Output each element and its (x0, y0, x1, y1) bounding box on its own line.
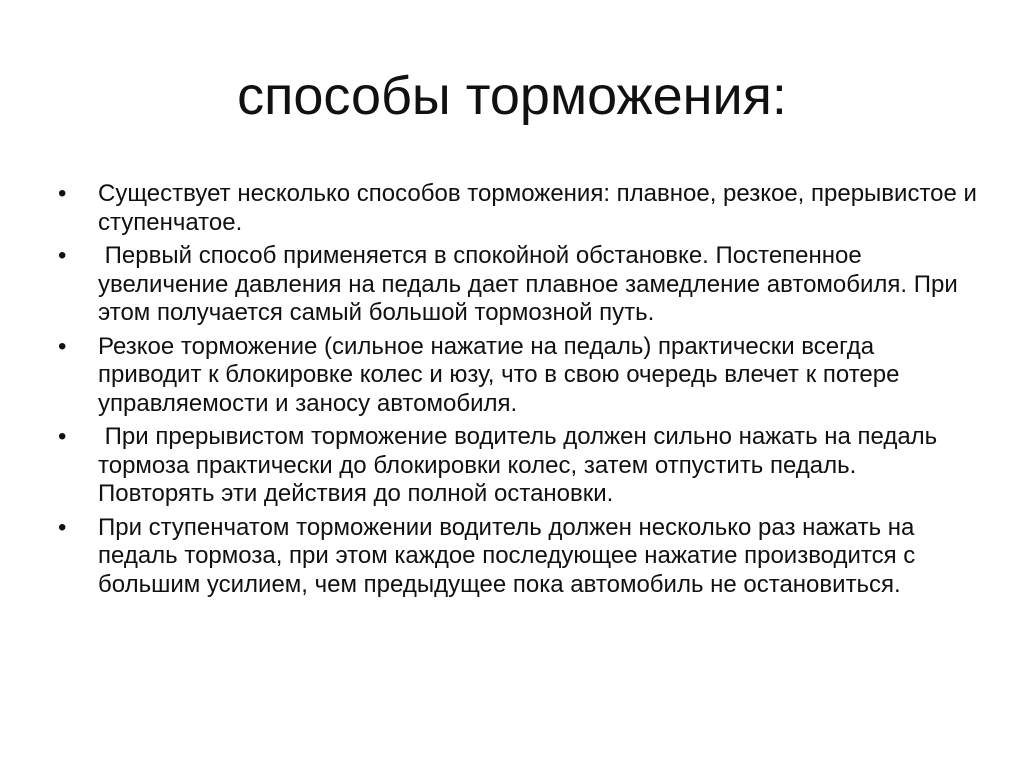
bullet-text: Первый способ применяется в спокойной обстановке. Постепенное увеличение давления на педаль дает плавное замедление автомобиля. При этом получается самый большой тормозной путь. (98, 242, 965, 326)
bullet-item (58, 333, 978, 419)
bullet-icon: • (58, 513, 67, 541)
bullet-text: Резкое торможение (сильное нажатие на педаль) практически всегда приводит к блокировке колес и юзу, что в свою очередь влечет к потере управляемости и заносу автомобиля. (98, 332, 900, 417)
bullet-item (58, 423, 978, 509)
bullet-icon: • (58, 180, 67, 207)
bullet-text: При ступенчатом торможении водитель должен несколько раз нажать на педаль тормоза, при этом каждое последующее нажатие производится с большим усилием, чем предыдущее пока автомобиль не остановиться. (98, 513, 916, 598)
bullet-item (58, 242, 978, 328)
bullet-text: При прерывистом торможение водитель должен сильно нажать на педаль тормоза практически до блокировки колес, затем отпустить педаль. Повторять эти действия до полной остановки. (98, 423, 944, 507)
bullet-icon: • (58, 332, 67, 360)
bullet-item (58, 180, 978, 237)
bullet-icon: • (58, 423, 67, 450)
bullet-icon: • (58, 242, 67, 269)
slide-title: способы торможения: (237, 66, 787, 126)
bullet-list (58, 180, 978, 604)
bullet-text: Существует несколько способов торможения: плавное, резкое, прерывистое и ступенчатое. (98, 180, 977, 236)
bullet-item (58, 514, 978, 600)
